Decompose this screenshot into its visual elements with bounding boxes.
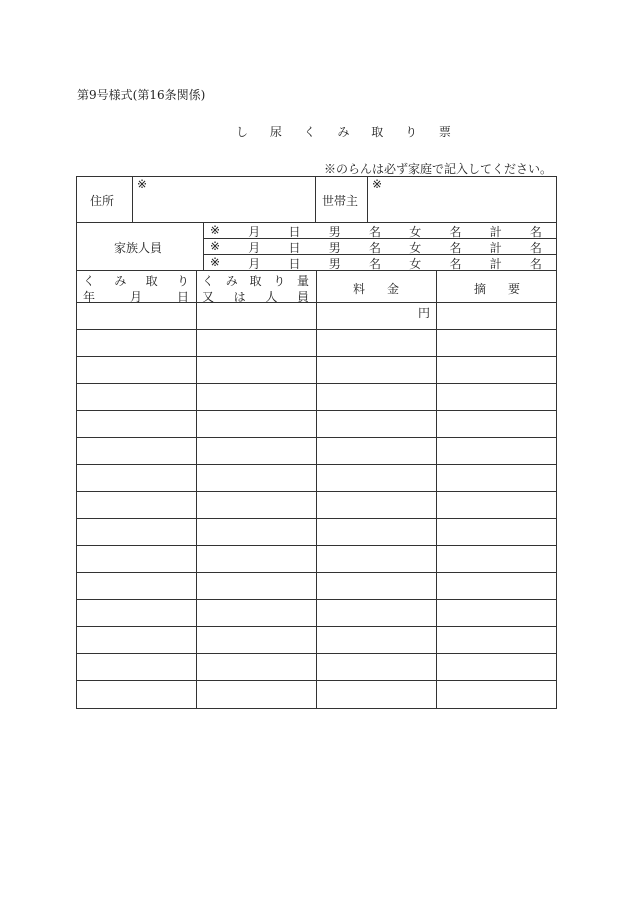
family-row-cell: 日	[288, 257, 301, 271]
family-row	[210, 255, 542, 272]
column-divider	[203, 222, 204, 270]
family-row-cell: 女	[409, 257, 422, 271]
column-divider	[196, 270, 197, 709]
family-row-cell: 名	[529, 225, 542, 239]
family-row-cell: 名	[529, 241, 542, 255]
family-row-cell: ※	[210, 239, 221, 253]
column-divider	[315, 176, 316, 222]
head-of-household-required-mark: ※	[372, 177, 383, 191]
family-row-cell: 名	[449, 241, 462, 255]
column-divider	[367, 176, 368, 222]
address-required-mark: ※	[137, 177, 148, 191]
fee-header: 料 金	[353, 282, 399, 296]
family-row-cell: 月	[248, 257, 261, 271]
date-header-line2: 年 月 日	[83, 290, 189, 304]
family-row-cell: 月	[248, 225, 261, 239]
family-row-cell: 名	[529, 257, 542, 271]
family-row-cell: 名	[368, 241, 381, 255]
family-row-cell: 名	[449, 257, 462, 271]
family-row	[210, 239, 542, 256]
amount-header-line1: く み 取 り 量	[202, 274, 309, 288]
page-title: し 尿 く み 取 り 票	[236, 125, 460, 139]
household-entry-note: ※のらんは必ず家庭で記入してください。	[324, 162, 553, 176]
date-header-line1: く み 取 り	[83, 274, 189, 288]
family-row-cell: 日	[288, 241, 301, 255]
yen-unit: 円	[418, 306, 431, 320]
family-row-cell: 男	[328, 257, 341, 271]
family-row-cell: 女	[409, 225, 422, 239]
head-of-household-label: 世帯主	[322, 194, 359, 208]
family-row-cell: 計	[489, 225, 502, 239]
remarks-header: 摘 要	[474, 282, 520, 296]
amount-header-line2: 又 は 人 員	[202, 290, 309, 304]
family-row-cell: 日	[288, 225, 301, 239]
family-row-cell: 計	[489, 241, 502, 255]
column-divider	[132, 176, 133, 222]
family-row-cell: 計	[489, 257, 502, 271]
family-row-cell: 女	[409, 241, 422, 255]
family-row-cell: 名	[449, 225, 462, 239]
form-number: 第9号様式(第16条関係)	[77, 88, 206, 102]
family-members-label: 家族人員	[114, 241, 163, 255]
family-row	[210, 223, 542, 240]
column-divider	[436, 270, 437, 709]
family-row-cell: 男	[328, 241, 341, 255]
family-row-cell: 男	[328, 225, 341, 239]
family-row-cell: 名	[368, 257, 381, 271]
address-label: 住所	[90, 194, 115, 208]
family-row-cell: 名	[368, 225, 381, 239]
family-row-cell: ※	[210, 255, 221, 269]
family-row-cell: ※	[210, 223, 221, 237]
family-row-cell: 月	[248, 241, 261, 255]
column-divider	[316, 270, 317, 709]
